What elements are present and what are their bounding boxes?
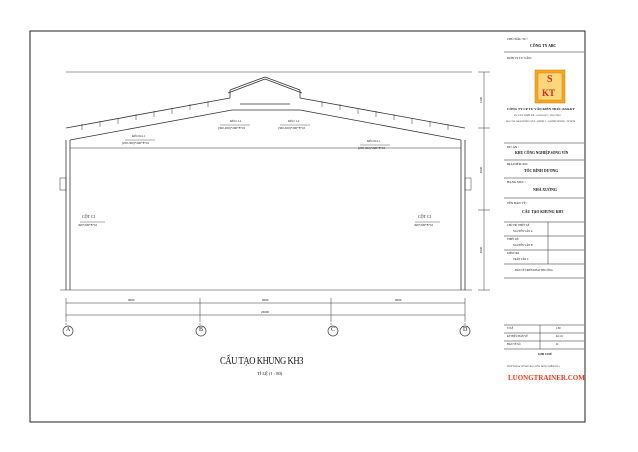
col-right-name: CỘT C1 — [418, 214, 432, 219]
height-dim-1: 1200 — [479, 96, 484, 104]
owner-value: CÔNG TY ABC — [530, 44, 557, 48]
owner-label: CHỦ ĐẦU TƯ : — [507, 37, 529, 41]
purlins — [82, 101, 448, 130]
sheet-value-1: 1:80 — [556, 327, 561, 330]
height-dim-2: 4000 — [479, 166, 484, 174]
titleblock-note: BẢN VẼ TRIỂN KHAI THI CÔNG — [515, 269, 553, 272]
project-value: KHU CÔNG NGHIỆP SONG VĨN — [515, 151, 569, 155]
span-dim-3: 9000 — [395, 298, 402, 302]
beam-mid-right-name: KÈO 1.2 — [288, 119, 300, 123]
axis-label-a: A — [66, 327, 71, 333]
sheet-label-3: BẢN VẼ SỐ — [507, 343, 521, 346]
footer-note: THIẾT KẾ & THẨM TRA LUÔN ĐƯỢC KIỂM TRA — [507, 365, 560, 368]
total-span-dim: 26000 — [261, 310, 269, 314]
logo-letter-s: S — [547, 74, 553, 85]
axis-bubbles — [63, 326, 470, 336]
annotation-leaders — [80, 125, 440, 222]
beam-mid-right-size: (300-650)*200*8*10 — [278, 126, 306, 130]
drawing-value: CẤU TẠO KHUNG KH3 — [522, 210, 564, 214]
beam-right-size: (250-300)*200*8*10 — [358, 146, 386, 150]
name-2: NGUYỄN VĂN B — [513, 244, 533, 247]
sheet-value-3: 01 — [556, 343, 559, 346]
company-address: ĐỊA CHỈ: 268/8 ĐƯỜNG SỐ 9 - P.BÌNH A - Q.BÌNH DƯƠNG - TP.HCM — [506, 121, 576, 123]
sheet-label-1: TỈ LỆ — [507, 327, 514, 330]
drawing-title: CẤU TẠO KHUNG KH3 — [220, 355, 304, 367]
company-name: CÔNG TY CP TƯ VẤN KIẾN TRÚC KS&KT — [507, 107, 575, 111]
role-1: CHỦ TRÌ THIẾT KẾ — [507, 224, 530, 227]
location-label: ĐỊA ĐIỂM XD: — [507, 162, 528, 166]
beam-right-name: KÈO K1.1 — [367, 139, 381, 143]
axis-label-b: B — [199, 327, 204, 333]
drawing-scale: TỈ LỆ (1 : 80) — [257, 371, 283, 376]
item-value: NHÀ XƯỞNG — [533, 188, 557, 192]
beam-mid-left-name: KÈO 1.2 — [230, 119, 242, 123]
consultant-label: ĐƠN VỊ TƯ VẤN: — [507, 56, 532, 60]
sheet-value-2: KC-01 — [556, 335, 564, 338]
drawing-label: TÊN BẢN VẼ : — [507, 201, 528, 205]
col-right-size: 300*200*8*10 — [414, 223, 434, 227]
project-label: DỰ ÁN : — [507, 145, 519, 149]
sheet-label-2: KÝ HIỆU BẢN VẼ — [507, 335, 528, 338]
steel-frame — [60, 77, 472, 290]
website-link[interactable]: LUONGTRAINER.COM — [508, 374, 585, 382]
beam-left-size: (250-300)*200*8*10 — [122, 141, 150, 145]
col-left-size: 300*200*8*10 — [78, 223, 98, 227]
span-dim-1: 9000 — [128, 298, 135, 302]
role-3: KIỂM TRA — [507, 252, 520, 255]
role-2: THIẾT KẾ — [507, 238, 519, 241]
logo-letter-kt: KT — [542, 88, 556, 98]
axis-label-d: D — [463, 327, 468, 333]
item-label: HẠNG MỤC : — [507, 180, 526, 184]
location-value: TÓC BÌNH DƯƠNG — [524, 169, 559, 173]
height-dim-3: 4000 — [479, 246, 484, 254]
span-dim-2: 9000 — [262, 298, 269, 302]
axis-label-c: C — [331, 327, 336, 333]
beam-left-name: KÈO K1.1 — [132, 134, 146, 138]
name-1: NGUYỄN VĂN A — [513, 230, 533, 233]
footer-label: GHI CHÚ — [538, 352, 553, 356]
col-left-name: CỘT C1 — [82, 214, 96, 219]
outer-frame — [30, 31, 585, 422]
name-3: TRẦN VĂN C — [513, 258, 529, 261]
company-sub: TƯ VẤN THIẾT KẾ - GIÁM SÁT - THI CÔNG — [514, 114, 561, 117]
beam-mid-left-size: (300-650)*200*8*10 — [218, 126, 246, 130]
